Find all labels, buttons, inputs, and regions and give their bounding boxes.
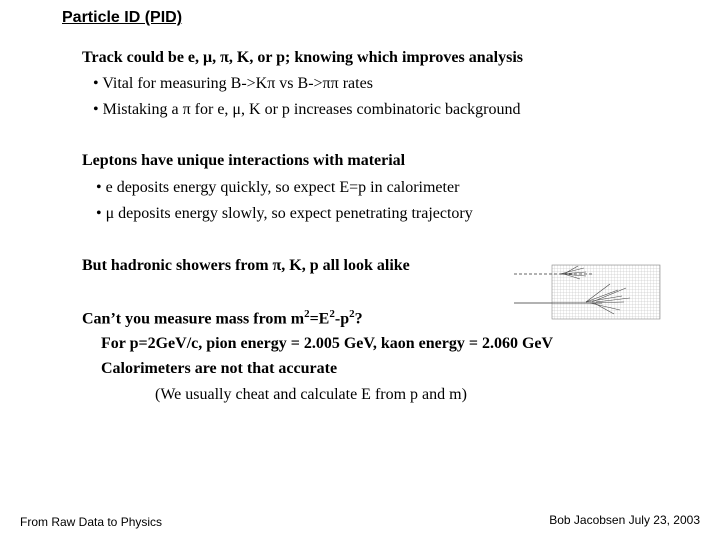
bullet-mistaking-pion: • Mistaking a π for e, μ, K or p increases combinatoric background [93,101,521,118]
mass-question-sup1: 2 [304,308,310,320]
mass-question-mid: =E [309,310,330,328]
energy-comparison-line: For p=2GeV/c, pion energy = 2.005 GeV, kaon energy = 2.060 GeV [101,335,554,352]
calorimeter-accuracy-line: Calorimeters are not that accurate [101,360,338,377]
leptons-line: Leptons have unique interactions with material [82,152,406,169]
bullet-vital-rates: • Vital for measuring B->Kπ vs B->ππ rates [93,75,373,92]
slide-title: Particle ID (PID) [62,9,183,26]
bullet-electron: • e deposits energy quickly, so expect E=p in calorimeter [96,179,460,196]
footer-author-date: Bob Jacobsen July 23, 2003 [549,513,700,527]
hadronic-showers-line: But hadronic showers from π, K, p all look alike [82,257,410,274]
mass-question-line [82,308,363,328]
mass-question-sup2: 2 [329,308,335,320]
cheat-note-line: (We usually cheat and calculate E from p and m) [155,386,467,403]
mass-question-prefix: Can’t you measure mass from m [82,310,305,328]
mass-question-sup3: 2 [349,308,355,320]
bullet-muon: • μ deposits energy slowly, so expect penetrating trajectory [96,205,473,222]
track-types-line: Track could be e, μ, π, K, or p; knowing which improves analysis [82,49,523,66]
mass-question-suffix: ? [354,310,363,328]
calorimeter-shower-diagram [512,262,662,322]
mass-question-dash: -p [334,310,350,328]
footer-course-title: From Raw Data to Physics [20,515,163,529]
